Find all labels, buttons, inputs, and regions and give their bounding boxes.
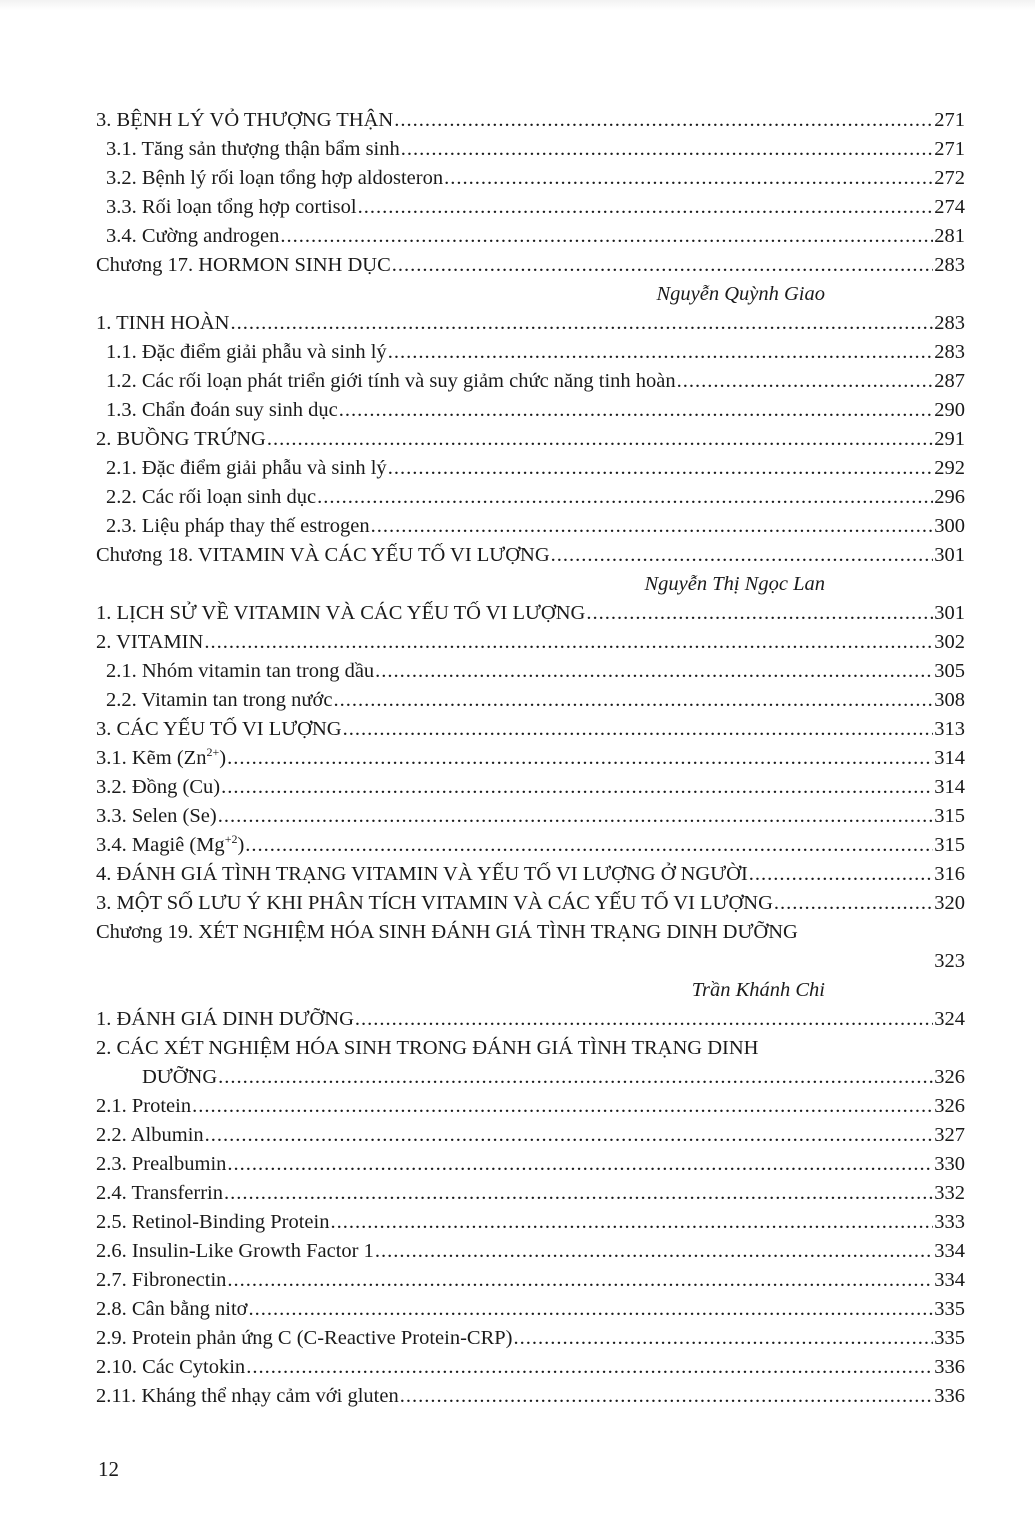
toc-entry [96, 744, 965, 773]
toc-entry-page: 314 [934, 776, 965, 798]
dot-leader [230, 309, 933, 338]
toc-chapter-title: Chương 17. HORMON SINH DỤC [96, 254, 391, 276]
toc-entry [96, 1150, 965, 1179]
charge-superscript: 2+ [206, 745, 220, 760]
toc-entry-title: 3.1. Tăng sản thượng thận bẩm sinh [106, 138, 400, 160]
toc-entry-title: 2.2. Vitamin tan trong nước [106, 689, 333, 711]
toc-entry-page: 334 [934, 1269, 965, 1291]
toc-entry [96, 1295, 965, 1324]
dot-leader [394, 106, 933, 135]
toc-entry-title: 2.8. Cân bằng nitơ [96, 1298, 248, 1320]
toc-entry-page: 301 [934, 602, 965, 624]
dot-leader [371, 512, 934, 541]
toc-entry-page: 271 [934, 138, 965, 160]
toc-entry-page: 316 [934, 863, 965, 885]
toc-entry [96, 396, 965, 425]
toc-entry-page: 283 [934, 312, 965, 334]
toc-entry-title: 3. MỘT SỐ LƯU Ý KHI PHÂN TÍCH VITAMIN VÀ CÁC YẾU TỐ VI LƯỢNG [96, 892, 773, 914]
dot-leader [317, 483, 933, 512]
toc-entry-page: 281 [934, 225, 965, 247]
toc-entry [96, 1092, 965, 1121]
toc-entry-page: 324 [934, 1008, 965, 1030]
toc-entry-title: 2. VITAMIN [96, 631, 204, 653]
page-top-shadow [0, 0, 1035, 10]
toc-entry [96, 686, 965, 715]
toc-entry-page: 315 [934, 834, 965, 856]
toc-entry-title: 2.7. Fibronectin [96, 1269, 227, 1291]
dot-leader [514, 1324, 934, 1353]
toc-entry-title: 1.3. Chẩn đoán suy sinh dục [106, 399, 338, 421]
toc-entry-page: 336 [934, 1385, 965, 1407]
toc-entry [96, 889, 965, 918]
toc-entry [96, 657, 965, 686]
toc-entry-title: 3.4. Cường androgen [106, 225, 280, 247]
toc-entry-title: 2. BUỒNG TRỨNG [96, 428, 266, 450]
toc-entry-page: 315 [934, 805, 965, 827]
toc-entry-page: 290 [934, 399, 965, 421]
title-text: ) [219, 747, 227, 769]
dot-leader [221, 773, 933, 802]
toc-entry-title: 3. CÁC YẾU TỐ VI LƯỢNG [96, 718, 342, 740]
toc-entry-page: 283 [934, 254, 965, 276]
dot-leader [388, 338, 934, 367]
title-text: 3.1. Kẽm (Zn [96, 747, 207, 769]
dot-leader [267, 425, 933, 454]
toc-entry-page: 335 [934, 1327, 965, 1349]
toc-entry-page: 334 [934, 1240, 965, 1262]
toc-entry-title: 2.1. Đặc điểm giải phẫu và sinh lý [106, 457, 387, 479]
toc-chapter-title: Chương 18. VITAMIN VÀ CÁC YẾU TỐ VI LƯỢNG [96, 544, 550, 566]
title-text: ) [237, 834, 245, 856]
toc-entry [96, 338, 965, 367]
toc-entry-title: DƯỠNG [142, 1066, 218, 1088]
toc-entry-title: 1. LỊCH SỬ VỀ VITAMIN VÀ CÁC YẾU TỐ VI LƯỢNG [96, 602, 586, 624]
toc-entry [96, 1237, 965, 1266]
dot-leader [333, 686, 933, 715]
toc-entry-page: 335 [934, 1298, 965, 1320]
toc-entry-page: 272 [934, 167, 965, 189]
toc-entry-page: 323 [934, 950, 965, 972]
toc-entry-page: 308 [934, 689, 965, 711]
dot-leader [343, 715, 934, 744]
toc-chapter-title: Chương 19. XÉT NGHIỆM HÓA SINH ĐÁNH GIÁ TÌNH TRẠNG DINH DƯỠNG [96, 921, 798, 943]
toc-entry [96, 802, 965, 831]
toc-entry [96, 106, 965, 135]
toc-entry-title: 3.3. Rối loạn tổng hợp cortisol [106, 196, 357, 218]
toc-entry-page: 333 [934, 1211, 965, 1233]
toc-entry-page: 330 [934, 1153, 965, 1175]
toc-entry [96, 135, 965, 164]
dot-leader [192, 1092, 933, 1121]
chapter-author: Nguyễn Thị Ngọc Lan [644, 573, 825, 595]
dot-leader [774, 889, 933, 918]
toc-entry-page: 327 [934, 1124, 965, 1146]
toc-entry [96, 1208, 965, 1237]
dot-leader [375, 1237, 933, 1266]
toc-entry [96, 599, 965, 628]
toc-entry [96, 860, 965, 889]
toc-entry-title: 1.1. Đặc điểm giải phẫu và sinh lý [106, 341, 387, 363]
toc-entry [96, 309, 965, 338]
dot-leader [551, 541, 934, 570]
toc-entry [96, 628, 965, 657]
toc-entry [96, 512, 965, 541]
toc-entry-page: 326 [934, 1066, 965, 1088]
toc-entry-title: 2. CÁC XÉT NGHIỆM HÓA SINH TRONG ĐÁNH GIÁ TÌNH TRẠNG DINH [96, 1037, 759, 1059]
dot-leader [218, 1063, 933, 1092]
toc-entry [96, 1005, 965, 1034]
toc-entry [96, 715, 965, 744]
toc-entry-title: 2.3. Prealbumin [96, 1153, 227, 1175]
toc-chapter [96, 541, 965, 570]
toc-entry-title: 1. TINH HOÀN [96, 312, 230, 334]
toc-entry [96, 222, 965, 251]
toc-chapter [96, 251, 965, 280]
toc-entry-title: 2.4. Transferrin [96, 1182, 223, 1204]
toc-entry-title: 2.9. Protein phản ứng C (C-Reactive Protein-CRP) [96, 1327, 513, 1349]
chapter-author: Trần Khánh Chi [691, 979, 825, 1001]
dot-leader [224, 1179, 933, 1208]
toc-entry [96, 454, 965, 483]
charge-superscript: +2 [224, 832, 238, 847]
toc-entry-title: 2.2. Albumin [96, 1124, 204, 1146]
toc-entry-title: 2.5. Retinol-Binding Protein [96, 1211, 330, 1233]
page-number: 12 [98, 1457, 119, 1481]
toc-entry-title: 3.2. Bệnh lý rối loạn tổng hợp aldosteron [106, 167, 444, 189]
dot-leader [248, 1295, 933, 1324]
dot-leader [227, 1266, 933, 1295]
toc-entry [96, 425, 965, 454]
toc-entry-page: 326 [934, 1095, 965, 1117]
chapter-author: Nguyễn Quỳnh Giao [656, 283, 825, 305]
toc-entry-page: 292 [934, 457, 965, 479]
toc-entry-title: 3.3. Selen (Se) [96, 805, 217, 827]
toc-entry-page: 313 [934, 718, 965, 740]
toc-entry-page: 300 [934, 515, 965, 537]
toc-entry-page: 336 [934, 1356, 965, 1378]
dot-leader [677, 367, 934, 396]
table-of-contents [96, 106, 965, 1411]
dot-leader [205, 1121, 934, 1150]
toc-entry [96, 1179, 965, 1208]
toc-entry [96, 1353, 965, 1382]
toc-entry-title: 2.1. Nhóm vitamin tan trong dầu [106, 660, 375, 682]
dot-leader [339, 396, 934, 425]
toc-entry-page: 271 [934, 109, 965, 131]
dot-leader [444, 164, 933, 193]
title-text: 3.4. Magiê (Mg [96, 834, 225, 856]
toc-entry [96, 193, 965, 222]
toc-entry [96, 1382, 965, 1411]
toc-entry-title: 2.3. Liệu pháp thay thế estrogen [106, 515, 370, 537]
toc-entry [96, 164, 965, 193]
toc-entry-page: 291 [934, 428, 965, 450]
dot-leader [749, 860, 933, 889]
dot-leader [586, 599, 933, 628]
toc-entry [96, 1266, 965, 1295]
toc-entry-title: 4. ĐÁNH GIÁ TÌNH TRẠNG VITAMIN VÀ YẾU TỐ VI LƯỢNG Ở NGƯỜI [96, 863, 748, 885]
toc-entry-page: 301 [934, 544, 965, 566]
toc-entry [96, 831, 965, 860]
toc-entry [96, 367, 965, 396]
dot-leader [358, 193, 934, 222]
dot-leader [204, 628, 933, 657]
toc-entry-title: 2.11. Kháng thể nhạy cảm với gluten [96, 1385, 399, 1407]
toc-entry [96, 483, 965, 512]
toc-entry [96, 1324, 965, 1353]
dot-leader [330, 1208, 933, 1237]
dot-leader [280, 222, 933, 251]
toc-entry-title: 3.2. Đồng (Cu) [96, 776, 221, 798]
dot-leader [392, 251, 934, 280]
dot-leader [245, 831, 933, 860]
toc-entry-title [96, 744, 226, 773]
toc-entry-page: 320 [934, 892, 965, 914]
dot-leader [401, 135, 934, 164]
toc-entry-page: 287 [934, 370, 965, 392]
toc-entry-title: 1.2. Các rối loạn phát triển giới tính và suy giảm chức năng tinh hoàn [106, 370, 676, 392]
toc-entry-title: 2.10. Các Cytokin [96, 1356, 246, 1378]
toc-entry-page: 332 [934, 1182, 965, 1204]
dot-leader [400, 1382, 934, 1411]
toc-entry-page: 296 [934, 486, 965, 508]
toc-entry-title [96, 831, 244, 860]
dot-leader [355, 1005, 933, 1034]
toc-entry [96, 1063, 965, 1092]
toc-entry-title: 1. ĐÁNH GIÁ DINH DƯỠNG [96, 1008, 354, 1030]
dot-leader [218, 802, 934, 831]
toc-entry-title: 3. BỆNH LÝ VỎ THƯỢNG THẬN [96, 109, 394, 131]
toc-entry-title: 2.1. Protein [96, 1095, 192, 1117]
toc-entry-page: 283 [934, 341, 965, 363]
dot-leader [246, 1353, 933, 1382]
toc-entry [96, 773, 965, 802]
dot-leader [375, 657, 933, 686]
toc-entry [96, 1121, 965, 1150]
dot-leader [388, 454, 934, 483]
toc-entry-title: 2.2. Các rối loạn sinh dục [106, 486, 317, 508]
toc-entry-title: 2.6. Insulin-Like Growth Factor 1 [96, 1240, 374, 1262]
toc-entry-page: 314 [934, 747, 965, 769]
dot-leader [227, 1150, 933, 1179]
dot-leader [227, 744, 933, 773]
toc-entry-page: 305 [934, 660, 965, 682]
toc-entry-page: 302 [934, 631, 965, 653]
toc-entry-page: 274 [934, 196, 965, 218]
